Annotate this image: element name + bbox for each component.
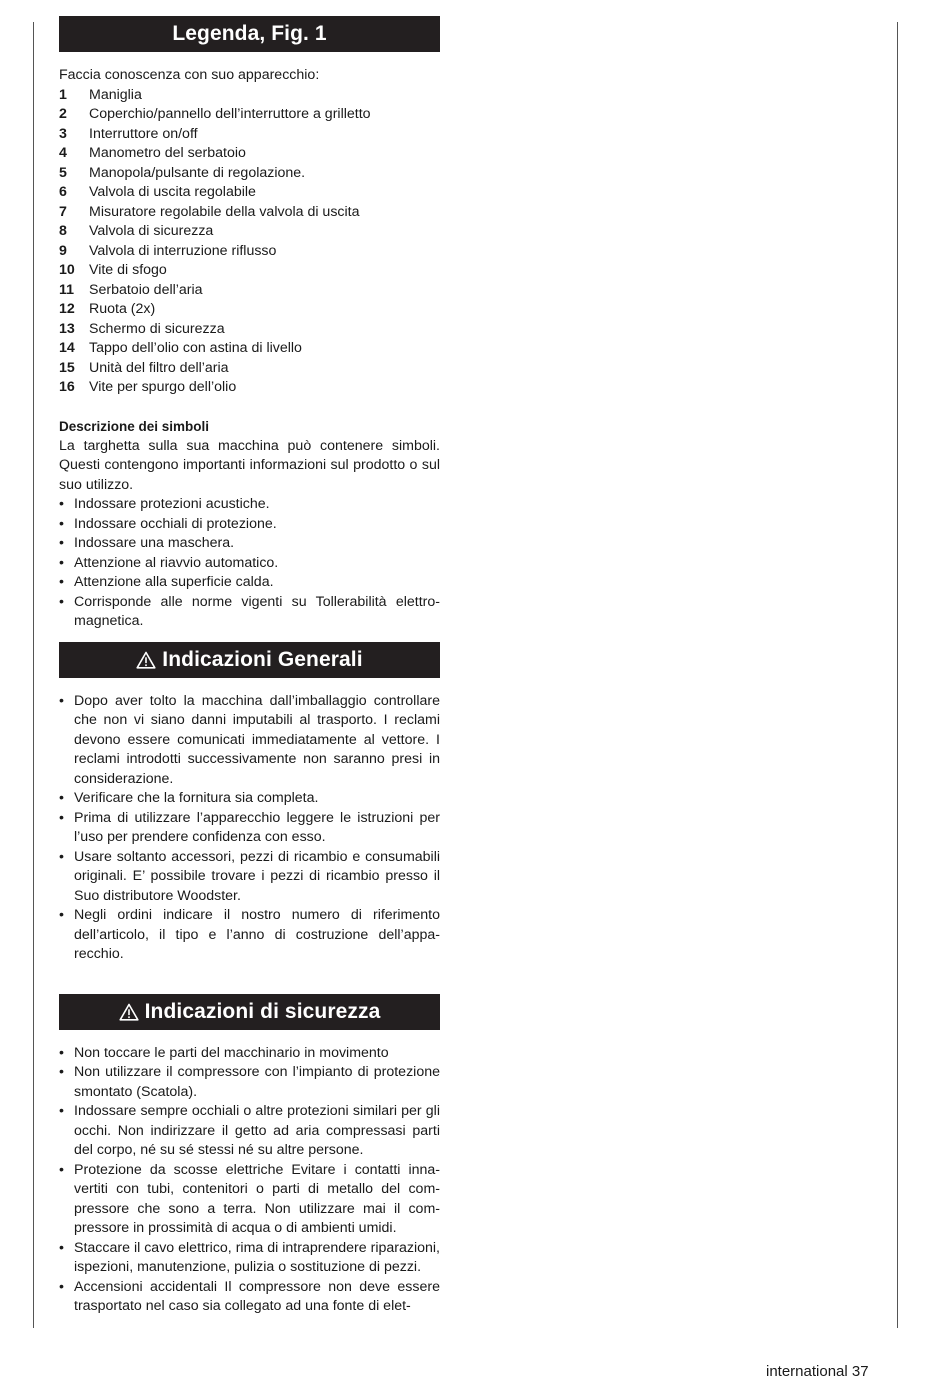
bullet-item: [59, 534, 440, 554]
legend-item: [59, 378, 440, 398]
legend-item-number: 4: [59, 145, 67, 161]
page-number: international 37: [766, 1363, 869, 1380]
legend-item: [59, 281, 440, 301]
symbols-paragraph: La targhetta sulla sua macchina può contenere simboli. Questi contengono importanti informazioni sul prodotto o sul suo utilizzo.: [59, 437, 440, 493]
bullet-text: Non utilizzare il compressore con l’impianto di protezione smontato (Scatola).: [74, 1064, 440, 1100]
bullet-icon: •: [59, 790, 64, 806]
bullet-text: Dopo aver tolto la macchina dall’imballaggio controllare che non vi siano danni imputabili al trasporto. I reclami devono essere comunicati immediatamente al vettore. I reclami introdotti successivamente non saranno presi in considerazione.: [74, 692, 440, 787]
legend-item-text: Maniglia: [89, 86, 142, 103]
legend-item: [59, 105, 440, 125]
legend-item-number: 10: [59, 262, 75, 278]
legend-item-number: 1: [59, 86, 67, 103]
bullet-text: Non toccare le parti del macchinario in movimento: [74, 1044, 389, 1061]
bullet-item: [59, 1102, 440, 1161]
bullet-text: Attenzione alla superficie calda.: [74, 574, 274, 590]
symbols-heading: Descrizione dei simboli: [59, 419, 210, 434]
bullet-text: Indossare una maschera.: [74, 535, 235, 551]
legend-item: [59, 183, 440, 203]
symbols-list: [59, 495, 440, 632]
bullet-item: [59, 692, 440, 790]
bullet-item: [59, 1044, 440, 1064]
bullet-item: [59, 573, 440, 593]
legend-intro: Faccia conoscenza con suo apparecchio:: [59, 67, 320, 83]
bullet-text: Accensioni accidentali Il compressore non deve essere trasportato nel caso sia collegato ad una fonte di elet-: [74, 1278, 440, 1314]
warning-triangle-icon: [136, 651, 156, 669]
bullet-item: [59, 789, 440, 809]
legend-item-text: Coperchio/pannello dell’interruttore a grilletto: [89, 106, 371, 122]
legend-item: [59, 359, 440, 379]
bullet-icon: •: [59, 692, 64, 709]
legend-item-number: 14: [59, 340, 75, 356]
legend-item: [59, 261, 440, 281]
legend-item-text: Vite per spurgo dell’olio: [89, 379, 237, 395]
bullet-item: [59, 906, 440, 965]
bullet-icon: •: [59, 1161, 64, 1178]
legend-item: [59, 125, 440, 145]
bullet-text: Indossare occhiali di protezione.: [74, 515, 277, 532]
legend-item-text: Unità del filtro dell’aria: [89, 359, 229, 376]
bullet-text: Verificare che la fornitura sia completa.: [74, 790, 319, 806]
legend-banner: [59, 16, 440, 52]
legend-item-text: Manopola/pulsante di regolazione.: [89, 164, 306, 181]
legend-item: [59, 222, 440, 242]
legend-item-number: 9: [59, 242, 67, 259]
bullet-text: Prima di utilizzare l’apparecchio leggere le istruzioni per l’uso per prendere confidenza con esso.: [74, 809, 440, 845]
bullet-item: [59, 515, 440, 535]
bullet-icon: •: [59, 809, 64, 826]
legend-item-text: Misuratore regolabile della valvola di uscita: [89, 203, 360, 220]
bullet-item: [59, 809, 440, 848]
legend-item: [59, 144, 440, 164]
bullet-text: Attenzione al riavvio automatico.: [74, 554, 279, 571]
legend-item: [59, 300, 440, 320]
bullet-icon: •: [59, 1103, 64, 1119]
safety-list: [59, 1044, 440, 1317]
bullet-text: Negli ordini indicare il nostro numero di riferimento dell’articolo, il tipo e l’anno di costruzione dell’apparecchio.: [74, 907, 440, 962]
legend-item-number: 7: [59, 203, 67, 220]
general-banner: [59, 642, 440, 678]
bullet-icon: •: [59, 593, 64, 610]
bullet-text: Usare soltanto accessori, pezzi di ricambio e consumabili originali. E’ possibile trovare i pezzi di ricambio presso il Suo distributore Woodster.: [74, 848, 440, 904]
bullet-item: [59, 495, 440, 515]
bullet-icon: •: [59, 848, 64, 865]
legend-item-number: 8: [59, 223, 67, 239]
bullet-item: [59, 1063, 440, 1102]
legend-item: [59, 242, 440, 262]
bullet-icon: •: [59, 1239, 64, 1256]
main-column: [59, 16, 440, 1317]
legend-item: [59, 86, 440, 106]
legend-item-text: Tappo dell’olio con astina di livello: [89, 340, 302, 356]
legend-item-text: Valvola di interruzione riflusso: [89, 242, 277, 259]
legend-item-number: 2: [59, 106, 67, 122]
safety-title: Indicazioni di sicurezza: [144, 999, 381, 1023]
warning-triangle-icon: [119, 1003, 139, 1021]
left-margin-rule: [33, 22, 34, 1328]
bullet-icon: •: [59, 496, 64, 512]
legend-item: [59, 164, 440, 184]
bullet-text: Indossare protezioni acustiche.: [74, 496, 270, 512]
bullet-item: [59, 554, 440, 574]
bullet-item: [59, 593, 440, 632]
general-title: Indicazioni Generali: [162, 647, 363, 671]
bullet-text: Indossare sempre occhiali o altre protezioni similari per gli occhi. Non indirizzare il getto ad aria compressasi parti del corpo, né su sé stessi né su altre persone.: [74, 1103, 440, 1158]
legend-item-text: Valvola di uscita regolabile: [89, 184, 256, 200]
bullet-icon: •: [59, 907, 64, 923]
general-list: [59, 692, 440, 965]
bullet-item: [59, 1278, 440, 1317]
legend-title: Legenda, Fig. 1: [172, 22, 327, 46]
legend-item-number: 12: [59, 301, 75, 317]
legend-item-text: Manometro del serbatoio: [89, 145, 246, 161]
bullet-icon: •: [59, 535, 64, 551]
bullet-text: Protezione da scosse elettriche Evitare i contatti innavertiti con tubi, contenitori o parti di metallo del compressore che sono a terra. Non utilizzare mai il compressore in prossimità di acqua o di ambienti umidi.: [74, 1161, 440, 1236]
right-margin-rule: [897, 22, 898, 1328]
legend-item: [59, 320, 440, 340]
bullet-item: [59, 1239, 440, 1278]
legend-item-number: 13: [59, 320, 75, 337]
bullet-icon: •: [59, 1064, 64, 1080]
bullet-icon: •: [59, 1278, 64, 1295]
safety-banner: [59, 994, 440, 1030]
legend-item-text: Vite di sfogo: [89, 262, 167, 278]
bullet-icon: •: [59, 515, 64, 532]
bullet-icon: •: [59, 574, 64, 590]
bullet-text: Staccare il cavo elettrico, rima di intraprendere riparazioni, ispezioni, manutenzione, pulizia o sostituzione di pezzi.: [74, 1239, 440, 1275]
bullet-text: Corrisponde alle norme vigenti su Tollerabilità elettromagnetica.: [74, 593, 440, 629]
bullet-icon: •: [59, 1044, 64, 1061]
legend-item-text: Ruota (2x): [89, 301, 156, 317]
legend-item-text: Valvola di sicurezza: [89, 223, 214, 239]
legend-item-number: 3: [59, 125, 67, 142]
bullet-item: [59, 848, 440, 907]
legend-item-number: 11: [59, 281, 74, 298]
legend-item: [59, 339, 440, 359]
legend-item-number: 15: [59, 359, 75, 376]
legend-item-text: Serbatoio dell’aria: [89, 281, 203, 298]
legend-list: [59, 86, 440, 398]
legend-item-text: Interruttore on/off: [89, 125, 198, 142]
legend-item: [59, 203, 440, 223]
legend-item-number: 6: [59, 184, 67, 200]
bullet-icon: •: [59, 554, 64, 571]
legend-item-number: 5: [59, 164, 67, 181]
bullet-item: [59, 1161, 440, 1239]
legend-item-text: Schermo di sicurezza: [89, 320, 225, 337]
legend-item-number: 16: [59, 379, 75, 395]
